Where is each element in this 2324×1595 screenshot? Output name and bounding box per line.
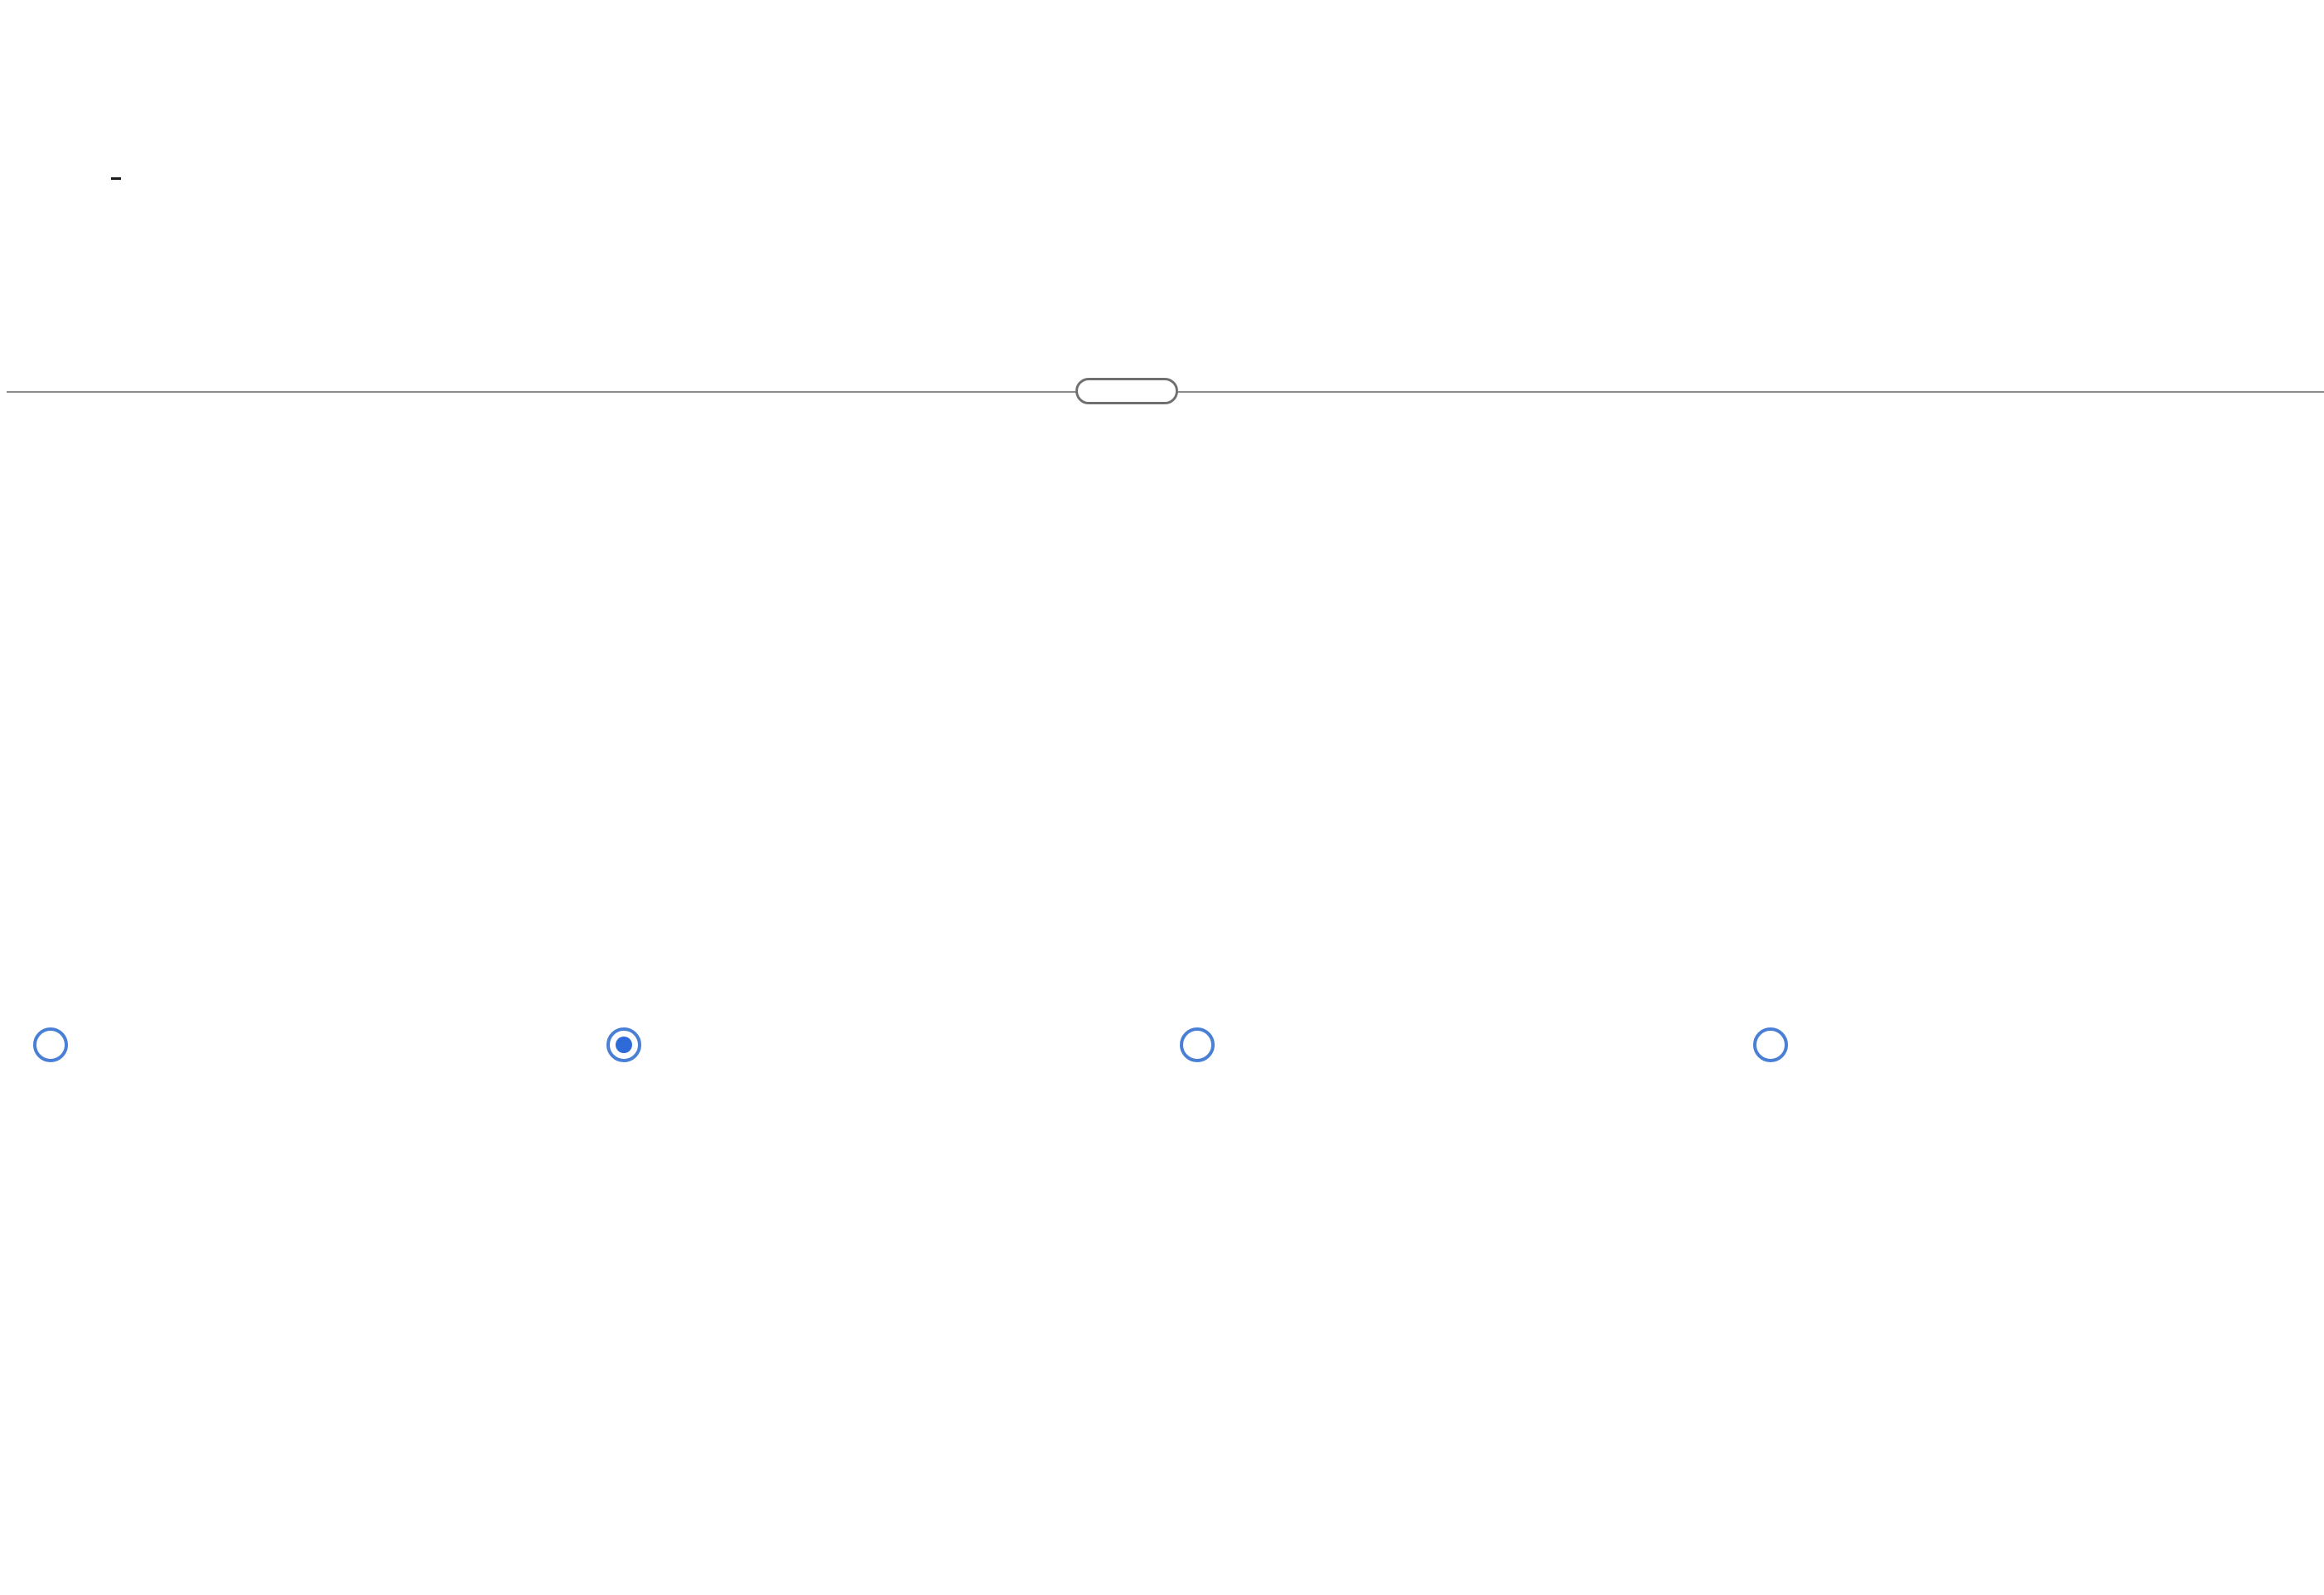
radio-option-b[interactable]	[606, 1027, 641, 1062]
phase-plot-svg	[628, 464, 1009, 837]
solution-graph-svg	[1811, 1098, 2225, 1487]
phase-plot-3	[1201, 464, 1582, 837]
solution-graph-svg	[1238, 1098, 1652, 1487]
phase-plot-2	[628, 464, 1009, 837]
phase-plot-svg	[1201, 464, 1582, 837]
phase-plot-svg	[55, 464, 436, 837]
expand-more-button[interactable]	[1075, 378, 1178, 404]
radio-option-a[interactable]	[33, 1027, 68, 1062]
option-a[interactable]	[33, 1027, 91, 1062]
solution-graph-d	[1811, 1098, 2225, 1487]
solution-graph-svg	[91, 1098, 505, 1487]
option-b[interactable]	[606, 1027, 664, 1062]
radio-option-d[interactable]	[1753, 1027, 1788, 1062]
option-c[interactable]	[1180, 1027, 1238, 1062]
phase-plot-4	[1775, 464, 2156, 837]
solution-graph-b	[664, 1098, 1079, 1487]
option-d[interactable]	[1753, 1027, 1811, 1062]
solution-graph-a	[91, 1098, 505, 1487]
fraction-numerator	[111, 171, 121, 180]
radio-option-c[interactable]	[1180, 1027, 1215, 1062]
derivative-fraction	[111, 171, 121, 186]
solution-graph-c	[1238, 1098, 1652, 1487]
phase-plot-1	[55, 464, 436, 837]
equation	[111, 171, 129, 186]
solution-graph-svg	[664, 1098, 1079, 1487]
phase-plot-svg	[1775, 464, 2156, 837]
